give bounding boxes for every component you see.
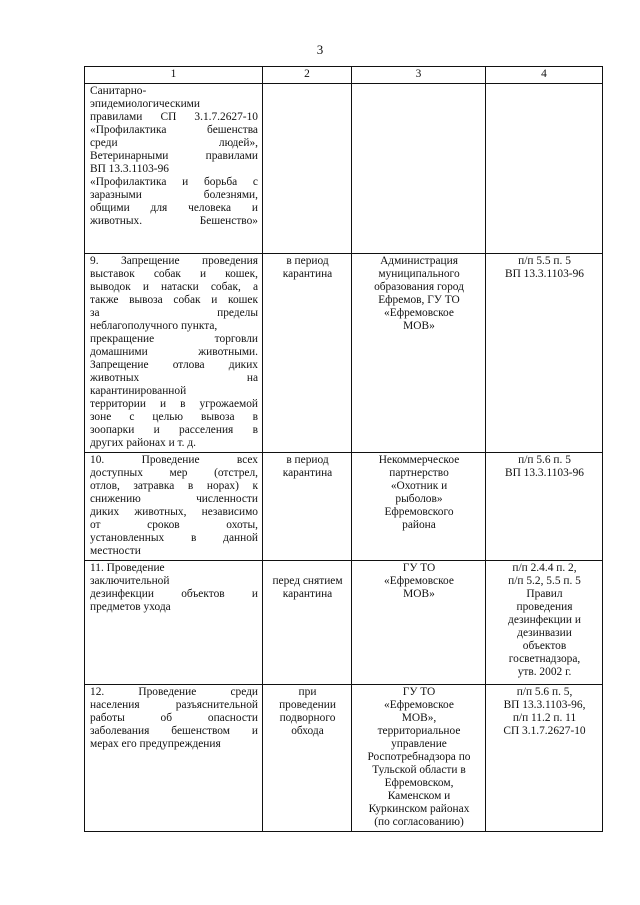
measure-cell xyxy=(85,453,263,561)
text-line: Ефремовского xyxy=(384,506,454,518)
text-line: п/п 5.6 п. 5 xyxy=(518,454,571,466)
basis-cell xyxy=(486,561,603,685)
responsible-cell xyxy=(352,254,486,453)
text-line: п/п 5.2, 5.5 п. 5 xyxy=(508,575,581,587)
text-line: карантина xyxy=(282,268,333,280)
text-line: доступных мер (отстрел, xyxy=(90,467,258,479)
text-line: за пределы xyxy=(90,307,258,319)
text-line: проведении xyxy=(279,699,336,711)
text-line: 12. Проведение среди xyxy=(90,686,258,698)
text-line: «Ефремовское xyxy=(384,307,454,319)
text-line: «Профилактика и борьба с xyxy=(90,176,258,188)
text-line: зоопарки и расселения в xyxy=(90,424,258,436)
text-line: ВП 13.3.1103-96 xyxy=(90,163,169,175)
text-line: Каменском и xyxy=(387,790,451,802)
text-line: карантина xyxy=(282,467,333,479)
text-line: 11. Проведение xyxy=(90,562,165,574)
text-line: установленных в данной xyxy=(90,532,258,544)
text-line: управление xyxy=(391,738,447,750)
period-cell xyxy=(263,84,352,254)
text-line: карантина xyxy=(282,588,333,600)
text-line: Ефремовском, xyxy=(384,777,454,789)
table-header-row xyxy=(85,67,603,84)
measures-table xyxy=(84,66,603,832)
text-line: дезинвазии xyxy=(517,627,572,639)
text-line: отлов, затравка в норах) к xyxy=(90,480,258,492)
text-line: проведения xyxy=(516,601,573,613)
header-cell: 2 xyxy=(263,67,352,84)
text-line: населения разъяснительной xyxy=(90,699,258,711)
text-line: неблагополучного пункта, xyxy=(90,320,218,332)
text-line: зоне с целью вывоза в xyxy=(90,411,258,423)
period-cell xyxy=(263,561,352,685)
header-cell: 1 xyxy=(85,67,263,84)
text-line: утв. 2002 г. xyxy=(517,666,572,678)
table-row xyxy=(85,84,603,254)
period-cell xyxy=(263,254,352,453)
text-line: домашними животными. xyxy=(90,346,258,358)
text-line: диких животных, независимо xyxy=(90,506,258,518)
text-line: среди людей», xyxy=(90,137,258,149)
text-line: Ветеринарными правилами xyxy=(90,150,258,162)
text-line: объектов xyxy=(522,640,567,652)
responsible-cell xyxy=(352,453,486,561)
text-line: заболевания бешенством и xyxy=(90,725,258,737)
text-line: 10. Проведение всех xyxy=(90,454,258,466)
responsible-cell xyxy=(352,84,486,254)
text-line: животных на xyxy=(90,372,258,384)
text-line: заразными болезнями, xyxy=(90,189,258,201)
text-line: обхода xyxy=(291,725,324,737)
text-line: 9. Запрещение проведения xyxy=(90,255,258,267)
text-line: в период xyxy=(286,454,329,466)
text-line: прекращение торговли xyxy=(90,333,258,345)
text-line: (по согласованию) xyxy=(374,816,464,828)
text-line: МОВ» xyxy=(403,588,435,600)
text-line: п/п 5.5 п. 5 xyxy=(518,255,571,267)
text-line: п/п 2.4.4 п. 2, xyxy=(512,562,577,574)
text-line: п/п 11.2 п. 11 xyxy=(512,712,577,724)
text-line: также вывоза собак и кошек xyxy=(90,294,258,306)
text-line: дезинфекции и xyxy=(508,614,581,626)
text-line: дезинфекции объектов и xyxy=(90,588,258,600)
period-cell xyxy=(263,453,352,561)
text-line: Роспотребнадзора по xyxy=(367,751,471,763)
text-line: снижению численности xyxy=(90,493,258,505)
text-line: рыболов» xyxy=(395,493,443,505)
text-line: «Охотник и xyxy=(390,480,448,492)
period-cell xyxy=(263,685,352,832)
text-line: территориальное xyxy=(377,725,461,737)
measure-cell xyxy=(85,254,263,453)
table-row xyxy=(85,561,603,685)
measure-cell xyxy=(85,561,263,685)
text-line: Санитарно- xyxy=(90,85,147,97)
text-line: МОВ» xyxy=(403,320,435,332)
text-line: животных. Бешенство» xyxy=(90,215,258,227)
responsible-cell xyxy=(352,685,486,832)
text-line: «Ефремовское xyxy=(384,575,454,587)
text-line: «Профилактика бешенства xyxy=(90,124,258,136)
measure-cell xyxy=(85,84,263,254)
text-line: Ефремов, ГУ ТО xyxy=(378,294,460,306)
measure-cell xyxy=(85,685,263,832)
text-line: заключительной xyxy=(90,575,170,587)
text-line: перед снятием xyxy=(272,575,343,587)
text-line: ГУ ТО xyxy=(402,686,436,698)
text-line: территории и в угрожаемой xyxy=(90,398,258,410)
basis-cell xyxy=(486,453,603,561)
text-line: выставок собак и кошек, xyxy=(90,268,258,280)
text-line: карантинированной xyxy=(90,385,187,397)
text-line: от сроков охоты, xyxy=(90,519,258,531)
text-line: района xyxy=(402,519,436,531)
text-line: Некоммерческое xyxy=(378,454,460,466)
text-line: Правил xyxy=(526,588,563,600)
text-line: муниципального xyxy=(378,268,460,280)
basis-cell xyxy=(486,685,603,832)
basis-cell xyxy=(486,254,603,453)
text-line: ВП 13.3.1103-96 xyxy=(505,268,584,280)
text-line: в период xyxy=(286,255,329,267)
text-line: при xyxy=(298,686,317,698)
text-line: Куркинском районах xyxy=(368,803,470,815)
text-line: ВП 13.3.1103-96, xyxy=(503,699,586,711)
text-line: работы об опасности xyxy=(90,712,258,724)
text-line: СП 3.1.7.2627-10 xyxy=(503,725,586,737)
responsible-cell xyxy=(352,561,486,685)
text-line: предметов ухода xyxy=(90,601,171,613)
page-number: 3 xyxy=(316,42,324,57)
header-cell: 3 xyxy=(352,67,486,84)
table-row xyxy=(85,254,603,453)
text-line: «Ефремовское xyxy=(384,699,454,711)
text-line: мерах его предупреждения xyxy=(90,738,221,750)
text-line: Администрация xyxy=(380,255,458,267)
text-line: партнерство xyxy=(389,467,449,479)
text-line: ГУ ТО xyxy=(402,562,436,574)
text-line: образования город xyxy=(374,281,464,293)
text-line: Тульской области в xyxy=(372,764,466,776)
text-line: эпидемиологическими xyxy=(90,98,200,110)
text-line: п/п 5.6 п. 5, xyxy=(516,686,573,698)
text-line: подворного xyxy=(279,712,336,724)
text-line: ВП 13.3.1103-96 xyxy=(505,467,584,479)
table-row xyxy=(85,685,603,832)
text-line: МОВ», xyxy=(401,712,437,724)
text-line: Запрещение отлова диких xyxy=(90,359,258,371)
text-line: общими для человека и xyxy=(90,202,258,214)
text-line: других районах и т. д. xyxy=(90,437,196,449)
text-line: местности xyxy=(90,545,141,557)
text-line: госветнадзора, xyxy=(508,653,581,665)
text-line: выводок и натаски собак, а xyxy=(90,281,258,293)
table-row xyxy=(85,453,603,561)
basis-cell xyxy=(486,84,603,254)
text-line: правилами СП 3.1.7.2627-10 xyxy=(90,111,258,123)
header-cell: 4 xyxy=(486,67,603,84)
